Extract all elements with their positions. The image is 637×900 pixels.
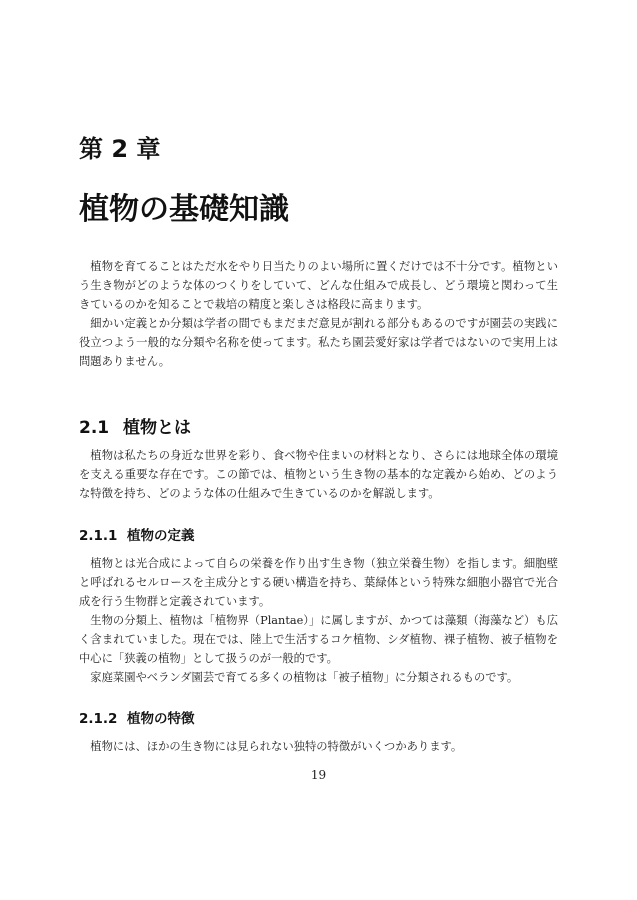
section-heading-2-1	[79, 416, 191, 440]
subsection-number: 2.1.2	[79, 711, 118, 727]
intro-paragraph-2: 細かい定義とか分類は学者の間でもまだまだ意見が割れる部分もあるのですが園芸の実践に役立つよう一般的な分類や名称を使ってます。私たち園芸愛好家は学者ではないので実用上は問題ありません。	[79, 317, 558, 368]
section-2-1-paragraph-1: 植物は私たちの身近な世界を彩り、食べ物や住まいの材料となり、さらには地球全体の環境を支える重要な存在です。この節では、植物という生き物の基本的な定義から始め、どのような特徴を持ち、どのような体の仕組みで生きているのかを解説します。	[79, 449, 558, 500]
section-2-1-2-text	[79, 737, 558, 756]
section-2-1-2-paragraph-1: 植物には、ほかの生き物には見られない独特の特徴がいくつかあります。	[90, 740, 463, 753]
intro-text	[79, 257, 558, 371]
page-number: 19	[310, 768, 327, 782]
section-2-1-1-paragraph-1: 植物とは光合成によって自らの栄養を作り出す生き物（独立栄養生物）を指します。細胞壁と呼ばれるセルロースを主成分とする硬い構造を持ち、葉緑体という特殊な細胞小器官で光合成を行う生物群と定義されています。	[79, 557, 558, 608]
chapter-label: 第 2 章	[79, 135, 161, 163]
section-number: 2.1	[79, 418, 110, 438]
section-title: 植物とは	[123, 418, 191, 438]
section-2-1-1-text	[79, 554, 558, 687]
subsection-number: 2.1.1	[79, 528, 118, 544]
section-2-1-1-paragraph-2: 生物の分類上、植物は「植物界（Plantae）」に属しますが、かつては藻類（海藻など）も広く含まれていました。現在では、陸上で生活するコケ植物、シダ植物、裸子植物、被子植物を中心に「狭義の植物」として扱うのが一般的です。	[79, 614, 558, 665]
section-2-1-1-paragraph-3: 家庭菜園やベランダ園芸で育てる多くの植物は「被子植物」に分類されるものです。	[90, 671, 519, 684]
section-heading-2-1-2	[79, 709, 195, 729]
chapter-title: 植物の基礎知識	[79, 192, 289, 227]
intro-paragraph-1: 植物を育てることはただ水をやり日当たりのよい場所に置くだけでは不十分です。植物という生き物がどのような体のつくりをしていて、どんな仕組みで成長し、どう環境と関わって生きているのかを知ることで栽培の精度と楽しさは格段に高まります。	[79, 260, 558, 311]
subsection-title: 植物の特徴	[127, 711, 195, 727]
subsection-title: 植物の定義	[127, 528, 195, 544]
section-2-1-text	[79, 446, 558, 503]
section-heading-2-1-1	[79, 526, 195, 546]
